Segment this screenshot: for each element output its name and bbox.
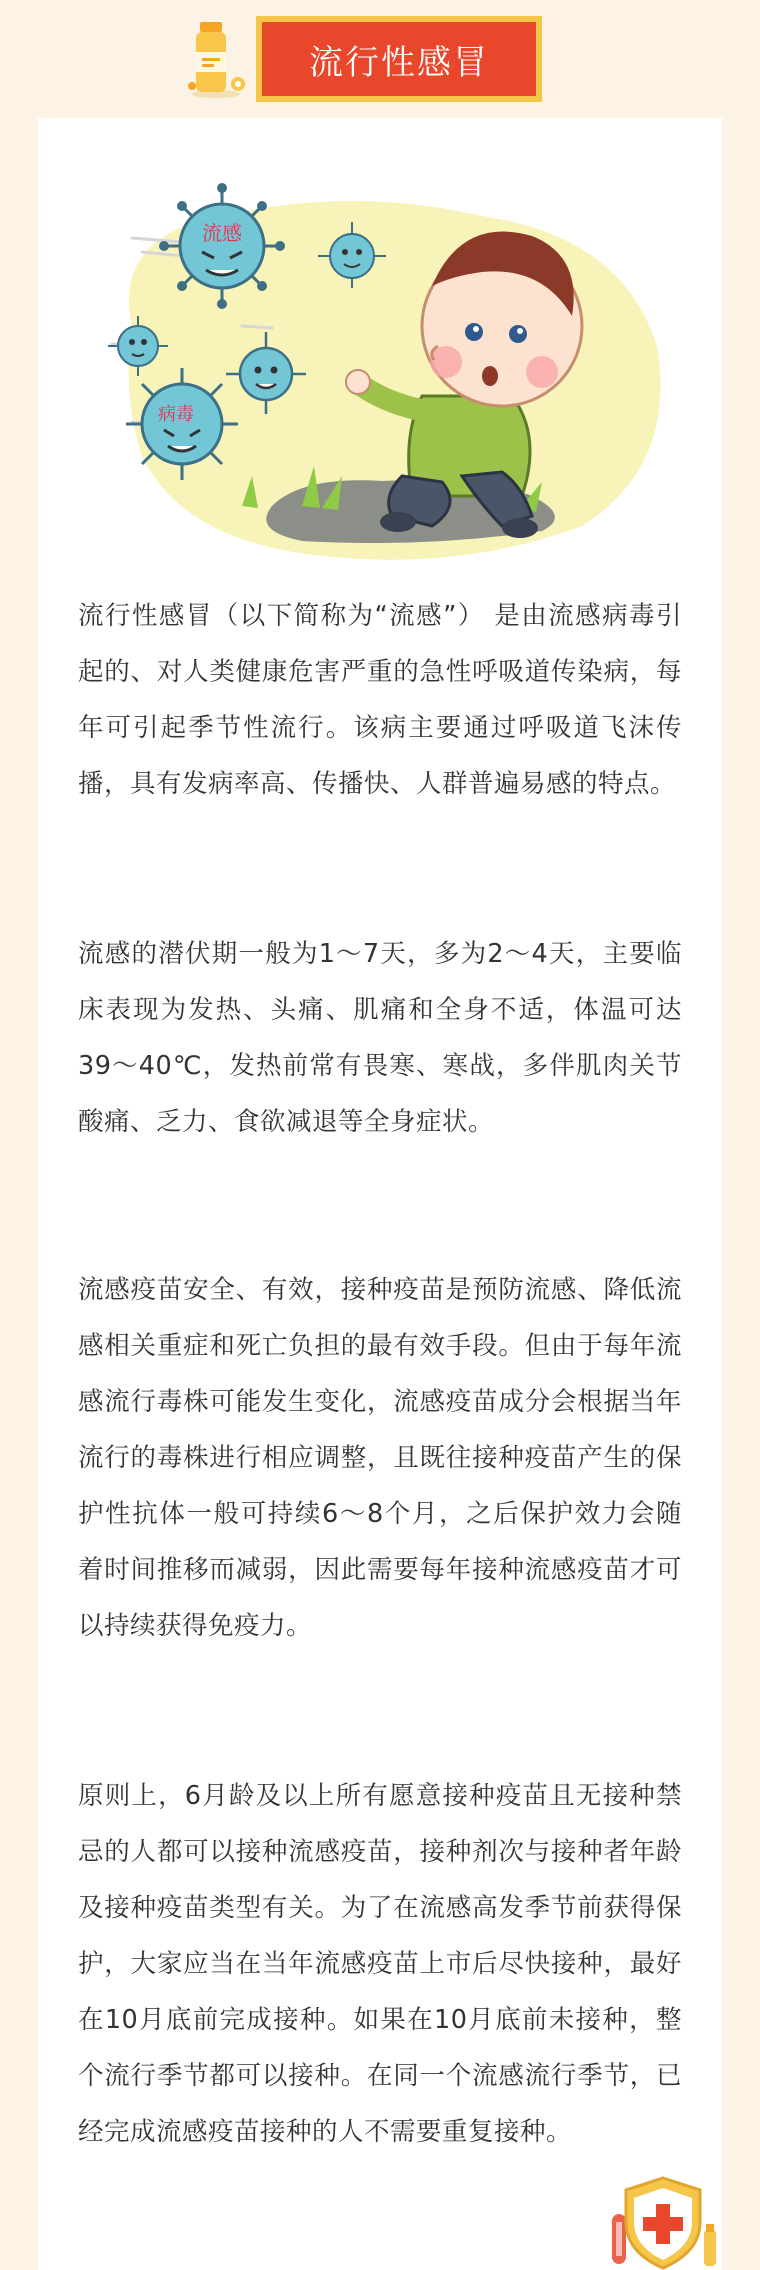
paragraph-symptoms: 流感的潜伏期一般为1～7天，多为2～4天，主要临床表现为发热、头痛、肌痛和全身不适，体温可达39～40℃，发热前常有畏寒、寒战，多伴肌肉关节酸痛、乏力、食欲减退等全身症状。 xyxy=(78,939,682,1137)
header xyxy=(0,0,760,110)
flu-cartoon-illustration xyxy=(102,176,676,566)
article-card xyxy=(38,118,722,2270)
paragraph-intro: 流行性感冒（以下简称为“流感”） 是由流感病毒引起的、对人类健康危害严重的急性呼吸道传染病，每年可引起季节性流行。该病主要通过呼吸道飞沫传播，具有发病率高、传播快、人群普遍易感的特点。 xyxy=(78,601,682,799)
health-shield-icon xyxy=(608,2174,718,2270)
virus-label-flu: 流感 xyxy=(202,221,242,245)
virus-label-virus: 病毒 xyxy=(158,404,194,425)
medicine-bottle-icon xyxy=(186,18,256,100)
title-banner xyxy=(256,16,542,102)
paragraph-vaccination-timing: 原则上，6月龄及以上所有愿意接种疫苗且无接种禁忌的人都可以接种流感疫苗，接种剂次与接种者年龄及接种疫苗类型有关。为了在流感高发季节前获得保护，大家应当在当年流感疫苗上市后尽快接种，最好在10月底前完成接种。如果在10月底前未接种，整个流行季节都可以接种。在同一个流感流行季节，已经完成流感疫苗接种的人不需要重复接种。 xyxy=(78,1781,682,2147)
page-title: 流行性感冒 xyxy=(262,22,536,96)
paragraph-vaccine-effect: 流感疫苗安全、有效，接种疫苗是预防流感、降低流感相关重症和死亡负担的最有效手段。但由于每年流感流行毒株可能发生变化，流感疫苗成分会根据当年流行的毒株进行相应调整，且既往接种疫苗产生的保护性抗体一般可持续6～8个月，之后保护效力会随着时间推移而减弱，因此需要每年接种流感疫苗才可以持续获得免疫力。 xyxy=(78,1275,682,1641)
